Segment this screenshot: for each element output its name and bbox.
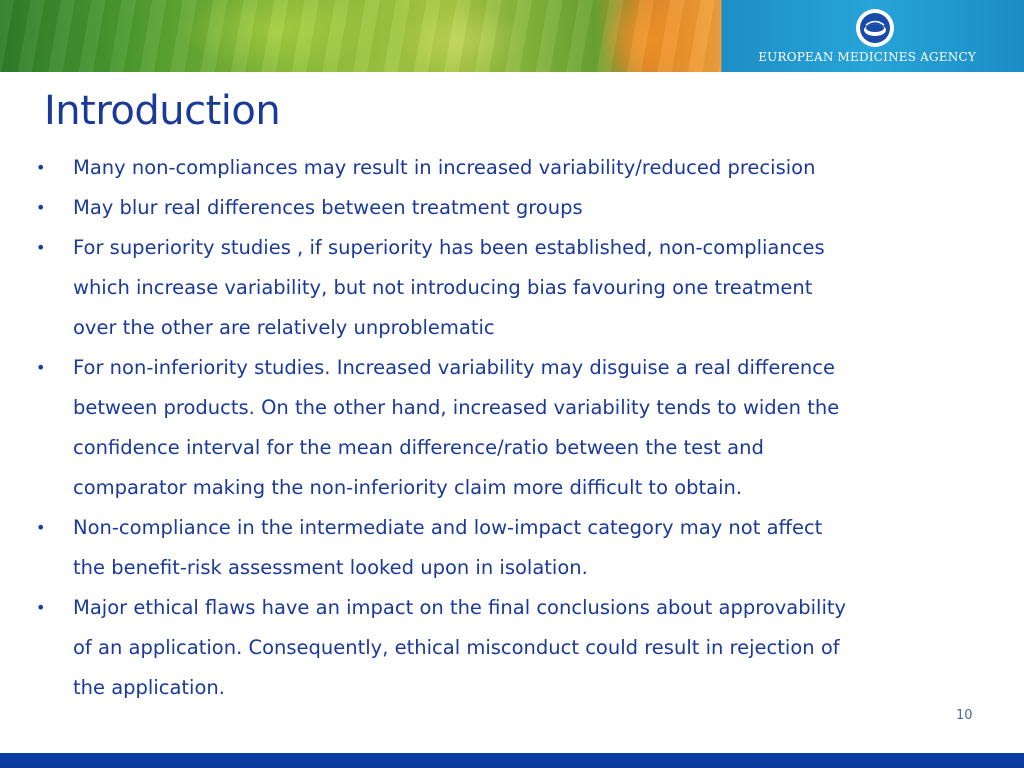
page-title: Introduction (44, 88, 281, 134)
bullet-icon: • (36, 238, 46, 257)
bullet-icon: • (36, 158, 46, 177)
banner-texture (0, 0, 720, 72)
bullet-icon: • (36, 518, 46, 537)
bullet-text: comparator making the non-inferiority claim more difficult to obtain. (73, 476, 743, 499)
bullet-text: Major ethical flaws have an impact on the final conclusions about approvability (73, 596, 847, 619)
bullet-text: the benefit-risk assessment looked upon in isolation. (73, 556, 588, 579)
bullet-icon: • (36, 598, 46, 617)
list-item (36, 588, 996, 708)
bullet-text: For superiority studies , if superiority has been established, non-compliances (73, 236, 825, 259)
bullet-text: between products. On the other hand, increased variability tends to widen the (73, 396, 840, 419)
bullet-list (36, 148, 996, 708)
bullet-icon: • (36, 358, 46, 377)
list-item (36, 148, 996, 188)
bullet-text: confidence interval for the mean difference/ratio between the test and (73, 436, 764, 459)
list-item (36, 508, 996, 588)
bullet-text: which increase variability, but not introducing bias favouring one treatment (73, 276, 813, 299)
bullet-text: Many non-compliances may result in increased variability/reduced precision (73, 156, 816, 179)
list-item (36, 348, 996, 508)
page-number: 10 (956, 708, 973, 723)
bullet-text: over the other are relatively unproblematic (73, 316, 495, 339)
footer-bar (0, 753, 1024, 768)
bullet-text: Non-compliance in the intermediate and low-impact category may not affect (73, 516, 823, 539)
bullet-text: May blur real differences between treatment groups (73, 196, 583, 219)
bullet-text: the application. (73, 676, 225, 699)
bullet-text: of an application. Consequently, ethical misconduct could result in rejection of (73, 636, 840, 659)
bullet-icon: • (36, 198, 46, 217)
list-item (36, 188, 996, 228)
ema-logo-icon (855, 8, 895, 48)
list-item (36, 228, 996, 348)
agency-name: EUROPEAN MEDICINES AGENCY (758, 50, 976, 64)
bullet-text: For non-inferiority studies. Increased variability may disguise a real difference (73, 356, 836, 379)
header-banner (0, 0, 1024, 72)
